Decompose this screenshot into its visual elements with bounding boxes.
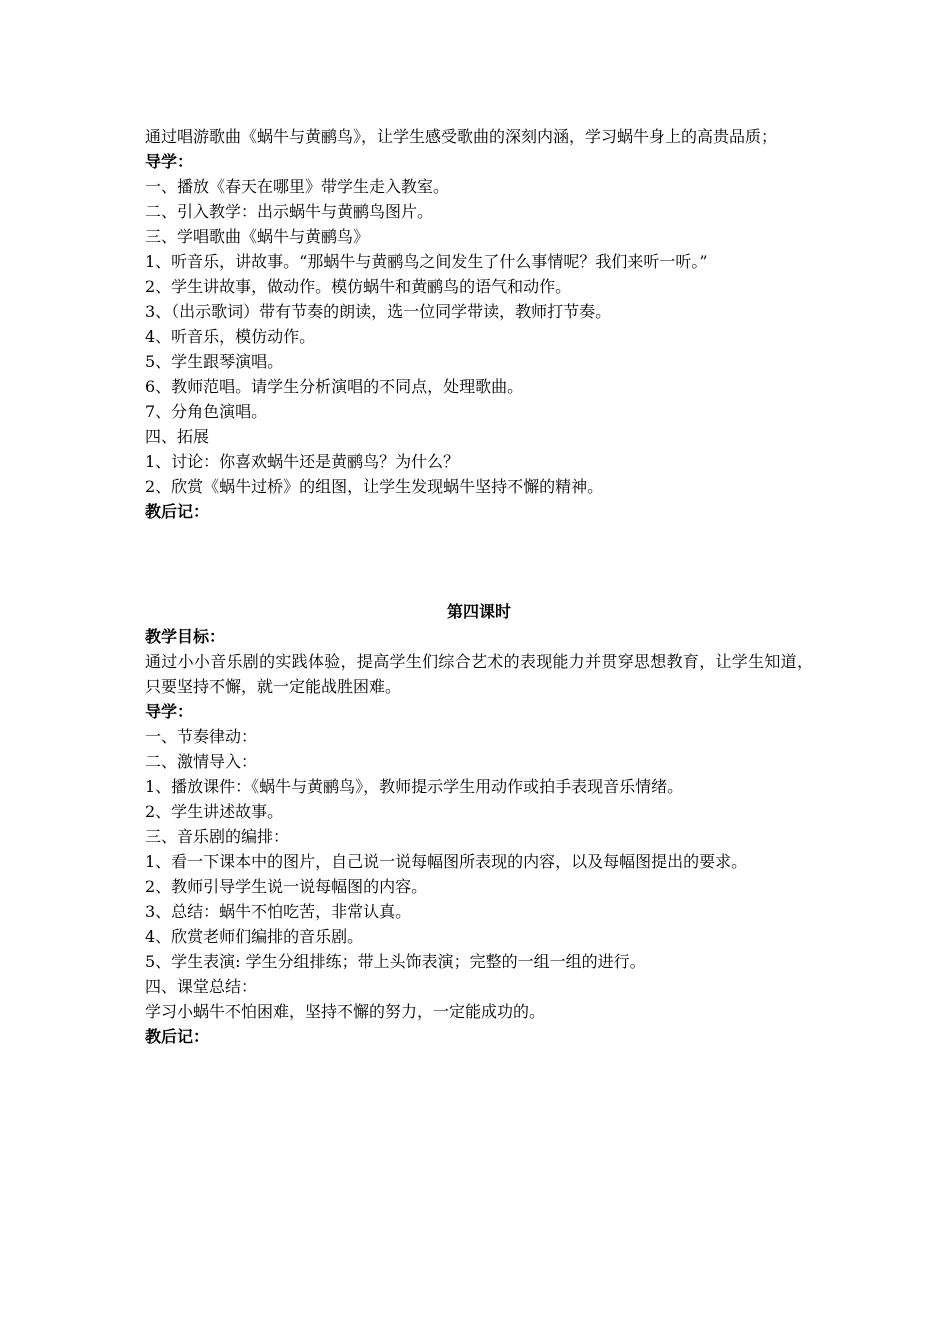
list-item: 1、看一下课本中的图片，自己说一说每幅图所表现的内容，以及每幅图提出的要求。 [145,852,748,871]
guide-heading: 导学： [145,152,194,171]
list-item: 一、播放《春天在哪里》带学生走入教室。 [145,177,450,196]
section-title: 第四课时 [446,602,511,621]
list-item: 一、节奏律动： [145,727,258,746]
list-item: 二、引入教学：出示蜗牛与黄鹂鸟图片。 [145,202,434,221]
list-item: 1、播放课件：《蜗牛与黄鹂鸟》，教师提示学生用动作或拍手表现音乐情绪。 [145,777,684,796]
section-gap [145,524,813,599]
list-item: 四、课堂总结： [145,977,258,996]
list-item: 三、学唱歌曲《蜗牛与黄鹂鸟》 [145,227,370,246]
list-item: 2、教师引导学生说一说每幅图的内容。 [145,877,428,896]
guide-heading: 导学： [145,702,194,721]
list-item: 4、欣赏老师们编排的音乐剧。 [145,927,364,946]
list-item: 5、学生表演: 学生分组排练；带上头饰表演；完整的一组一组的进行。 [145,952,646,971]
list-item: 三、音乐剧的编排： [145,827,290,846]
list-item: 6、教师范唱。请学生分析演唱的不同点，处理歌曲。 [145,377,524,396]
after-notes-heading: 教后记： [145,1027,210,1046]
list-item: 2、学生讲故事，做动作。模仿蜗牛和黄鹂鸟的语气和动作。 [145,277,572,296]
list-item: 3、总结：蜗牛不怕吃苦，非常认真。 [145,902,412,921]
list-item: 四、拓展 [145,427,210,446]
list-item: 1、讨论：你喜欢蜗牛还是黄鹂鸟？为什么？ [145,452,460,471]
list-item: 学习小蜗牛不怕困难，坚持不懈的努力，一定能成功的。 [145,1002,546,1021]
lesson-intro-text: 通过唱游歌曲《蜗牛与黄鹂鸟》，让学生感受歌曲的深刻内涵，学习蜗牛身上的高贵品质； [145,127,778,146]
list-item: 2、欣赏《蜗牛过桥》的组图，让学生发现蜗牛坚持不懈的精神。 [145,477,604,496]
list-item: 4、听音乐，模仿动作。 [145,327,316,346]
list-item: 3、（出示歌词）带有节奏的朗读，选一位同学带读，教师打节奏。 [145,302,612,321]
document-page [145,124,813,1049]
list-item: 2、学生讲述故事。 [145,802,284,821]
after-notes-heading: 教后记： [145,502,210,521]
list-item: 1、听音乐，讲故事。“那蜗牛与黄鹂鸟之间发生了什么事情呢？我们来听一听。” [145,252,708,271]
list-item: 7、分角色演唱。 [145,402,268,421]
list-item: 5、学生跟琴演唱。 [145,352,284,371]
goal-text: 通过小小音乐剧的实践体验，提高学生们综合艺术的表现能力并贯穿思想教育，让学生知道，只要坚持不懈，就一定能战胜困难。 [145,652,813,696]
list-item: 二、激情导入： [145,752,258,771]
goal-heading: 教学目标： [145,627,226,646]
